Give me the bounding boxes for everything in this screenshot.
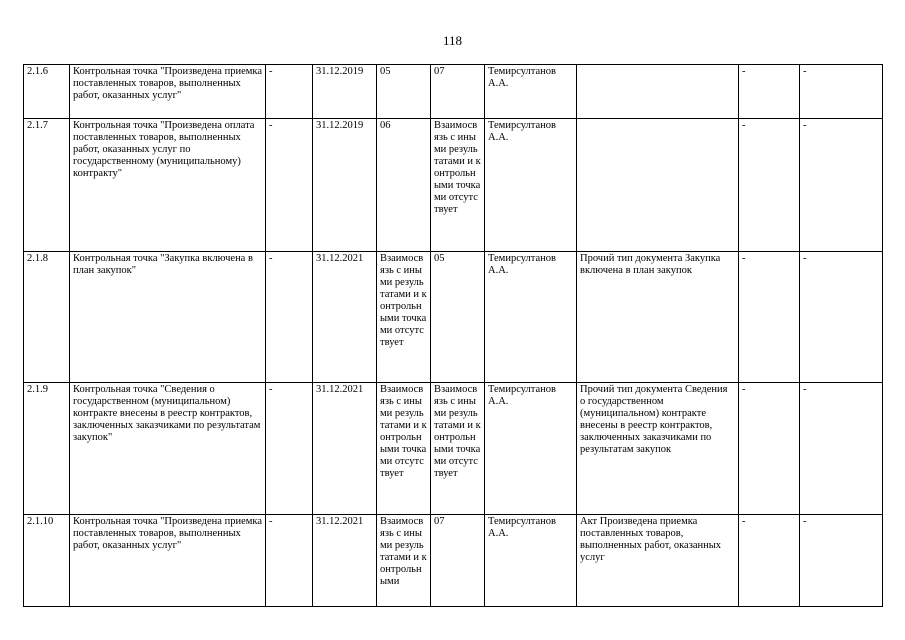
cell-dash: - bbox=[800, 383, 883, 515]
document-type: Акт Произведена приемка поставленных товаров, выполненных работ, оказанных услуг bbox=[577, 515, 739, 607]
document-type: Прочий тип документа Закупка включена в план закупок bbox=[577, 252, 739, 383]
control-point-name: Контрольная точка "Произведена оплата поставленных товаров, выполненных работ, оказанных услуг по государственному (муниципальному) контракту" bbox=[70, 119, 266, 252]
successor-cell: Взаимосвязь с иными результатами и контрольными точками отсутствует bbox=[431, 119, 485, 252]
cell-dash: - bbox=[739, 515, 800, 607]
deadline-date: 31.12.2019 bbox=[313, 65, 377, 119]
successor-cell: 07 bbox=[431, 515, 485, 607]
responsible-person: Темирсултанов А.А. bbox=[485, 515, 577, 607]
predecessor-cell: Взаимосвязь с иными результатами и контрольными точками отсутствует bbox=[377, 252, 431, 383]
control-points-table bbox=[23, 64, 883, 607]
document-type bbox=[577, 65, 739, 119]
document-type bbox=[577, 119, 739, 252]
row-number: 2.1.8 bbox=[24, 252, 70, 383]
table-row bbox=[24, 383, 883, 515]
row-number: 2.1.7 bbox=[24, 119, 70, 252]
cell-dash: - bbox=[739, 65, 800, 119]
row-number: 2.1.10 bbox=[24, 515, 70, 607]
cell-dash: - bbox=[800, 252, 883, 383]
row-number: 2.1.9 bbox=[24, 383, 70, 515]
successor-cell: 07 bbox=[431, 65, 485, 119]
cell-dash: - bbox=[800, 515, 883, 607]
deadline-date: 31.12.2021 bbox=[313, 252, 377, 383]
predecessor-cell: 06 bbox=[377, 119, 431, 252]
deadline-date: 31.12.2021 bbox=[313, 515, 377, 607]
successor-cell: 05 bbox=[431, 252, 485, 383]
cell-dash: - bbox=[266, 252, 313, 383]
predecessor-cell: 05 bbox=[377, 65, 431, 119]
successor-cell: Взаимосвязь с иными результатами и контрольными точками отсутствует bbox=[431, 383, 485, 515]
table-row bbox=[24, 119, 883, 252]
predecessor-cell: Взаимосвязь с иными результатами и контрольными точками отсутствует bbox=[377, 383, 431, 515]
responsible-person: Темирсултанов А.А. bbox=[485, 65, 577, 119]
cell-dash: - bbox=[266, 65, 313, 119]
cell-dash: - bbox=[266, 515, 313, 607]
deadline-date: 31.12.2021 bbox=[313, 383, 377, 515]
control-point-name: Контрольная точка "Произведена приемка поставленных товаров, выполненных работ, оказанных услуг" bbox=[70, 515, 266, 607]
cell-dash: - bbox=[739, 252, 800, 383]
cell-dash: - bbox=[739, 383, 800, 515]
control-point-name: Контрольная точка "Сведения о государственном (муниципальном) контракте внесены в реестр контрактов, заключенных заказчиками по результатам закупок" bbox=[70, 383, 266, 515]
control-point-name: Контрольная точка "Закупка включена в план закупок" bbox=[70, 252, 266, 383]
control-point-name: Контрольная точка "Произведена приемка поставленных товаров, выполненных работ, оказанных услуг" bbox=[70, 65, 266, 119]
page-number: 118 bbox=[442, 33, 463, 48]
responsible-person: Темирсултанов А.А. bbox=[485, 252, 577, 383]
cell-dash: - bbox=[266, 119, 313, 252]
cell-dash: - bbox=[800, 65, 883, 119]
responsible-person: Темирсултанов А.А. bbox=[485, 119, 577, 252]
table-row bbox=[24, 515, 883, 607]
cell-dash: - bbox=[266, 383, 313, 515]
predecessor-cell: Взаимосвязь с иными результатами и контрольными bbox=[377, 515, 431, 607]
table-row bbox=[24, 65, 883, 119]
responsible-person: Темирсултанов А.А. bbox=[485, 383, 577, 515]
cell-dash: - bbox=[800, 119, 883, 252]
deadline-date: 31.12.2019 bbox=[313, 119, 377, 252]
document-type: Прочий тип документа Сведения о государственном (муниципальном) контракте внесены в реестр контрактов, заключенных заказчиками по результатам закупок bbox=[577, 383, 739, 515]
table-row bbox=[24, 252, 883, 383]
cell-dash: - bbox=[739, 119, 800, 252]
row-number: 2.1.6 bbox=[24, 65, 70, 119]
